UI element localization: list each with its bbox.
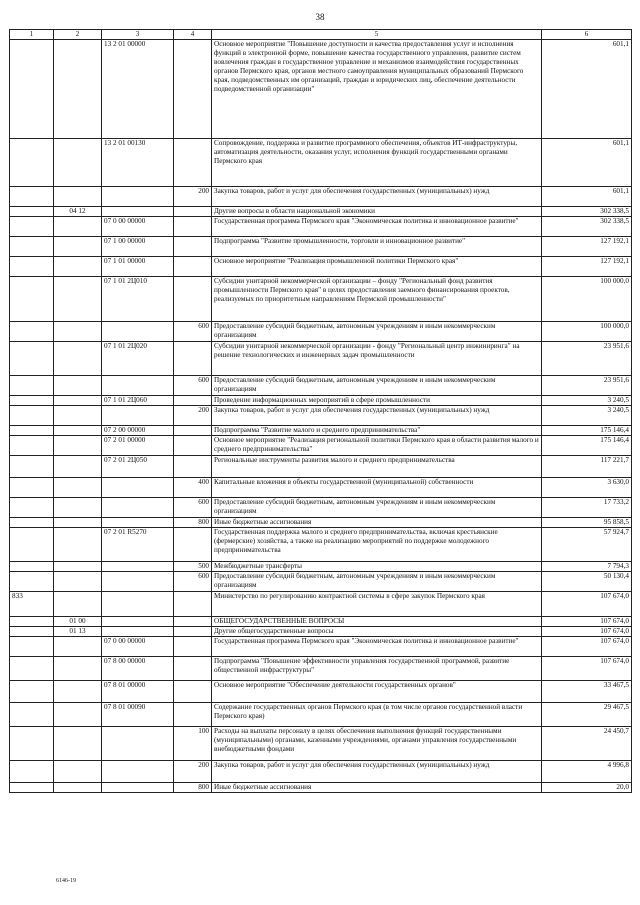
header-col-4: 4 — [174, 30, 212, 40]
description-cell: Содержание государственных органов Пермского края (в том числе органов государственной власти Пермского края) — [212, 702, 542, 726]
header-col-2: 2 — [54, 30, 102, 40]
section-code-cell — [54, 656, 102, 680]
amount-cell: 601,1 — [542, 39, 632, 138]
admin-code-cell — [10, 636, 54, 656]
admin-code-cell — [10, 395, 54, 405]
target-article-cell: 07 2 00 00000 — [102, 425, 174, 435]
target-article-cell: 07 1 01 2Ц010 — [102, 276, 174, 321]
target-article-cell — [102, 626, 174, 636]
target-article-cell: 07 1 01 2Ц020 — [102, 341, 174, 375]
amount-cell: 601,1 — [542, 138, 632, 186]
description-cell: Предоставление субсидий бюджетным, автономным учреждениям и иным некоммерческим организациям — [212, 375, 542, 395]
admin-code-cell — [10, 405, 54, 425]
target-article-cell — [102, 591, 174, 616]
expense-type-cell — [174, 39, 212, 138]
description-cell: Основное мероприятие "Реализация региональной политики Пермского края в области развития малого и среднего предпринимательства" — [212, 435, 542, 455]
table-row — [10, 216, 632, 236]
section-code-cell — [54, 591, 102, 616]
table-row — [10, 517, 632, 527]
amount-cell: 20,0 — [542, 782, 632, 792]
section-code-cell — [54, 256, 102, 276]
table-row — [10, 726, 632, 760]
target-article-cell: 07 2 01 00000 — [102, 435, 174, 455]
section-code-cell — [54, 236, 102, 256]
admin-code-cell — [10, 206, 54, 216]
description-cell: Региональные инструменты развития малого и среднего предпринимательства — [212, 455, 542, 477]
section-code-cell — [54, 186, 102, 206]
expense-type-cell — [174, 206, 212, 216]
table-row — [10, 186, 632, 206]
amount-cell: 3 630,0 — [542, 477, 632, 497]
expense-type-cell: 600 — [174, 571, 212, 591]
table-row — [10, 256, 632, 276]
admin-code-cell — [10, 571, 54, 591]
description-cell: Межбюджетные трансферты — [212, 561, 542, 571]
table-body — [10, 39, 632, 792]
table-row — [10, 375, 632, 395]
expense-type-cell — [174, 341, 212, 375]
section-code-cell — [54, 571, 102, 591]
section-code-cell — [54, 455, 102, 477]
admin-code-cell — [10, 276, 54, 321]
description-cell: Другие общегосударственные вопросы — [212, 626, 542, 636]
table-row — [10, 435, 632, 455]
target-article-cell — [102, 321, 174, 341]
amount-cell: 7 794,3 — [542, 561, 632, 571]
admin-code-cell — [10, 726, 54, 760]
expense-type-cell — [174, 236, 212, 256]
section-code-cell — [54, 680, 102, 702]
expense-type-cell: 600 — [174, 497, 212, 517]
description-cell: Министерство по регулированию контрактной системы в сфере закупок Пермского края — [212, 591, 542, 616]
description-cell: Сопровождение, поддержка и развитие программного обеспечения, объектов ИТ-инфраструктуры, автоматизация деятельности, оказания услуг, исполнения функций государственными органами Пермского края — [212, 138, 542, 186]
admin-code-cell — [10, 497, 54, 517]
header-col-1: 1 — [10, 30, 54, 40]
section-code-cell — [54, 497, 102, 517]
target-article-cell — [102, 375, 174, 395]
table-row — [10, 702, 632, 726]
amount-cell: 100 000,0 — [542, 321, 632, 341]
table-row — [10, 591, 632, 616]
target-article-cell: 07 2 01 2Ц050 — [102, 455, 174, 477]
expense-type-cell: 200 — [174, 405, 212, 425]
table-row — [10, 455, 632, 477]
amount-cell: 100 000,0 — [542, 276, 632, 321]
expense-type-cell — [174, 216, 212, 236]
target-article-cell: 07 8 00 00000 — [102, 656, 174, 680]
target-article-cell — [102, 561, 174, 571]
amount-cell: 24 450,7 — [542, 726, 632, 760]
description-cell: Закупка товаров, работ и услуг для обеспечения государственных (муниципальных) нужд — [212, 186, 542, 206]
admin-code-cell — [10, 256, 54, 276]
table-row — [10, 760, 632, 782]
expense-type-cell — [174, 626, 212, 636]
admin-code-cell — [10, 616, 54, 626]
amount-cell: 23 951,6 — [542, 341, 632, 375]
description-cell: Расходы на выплаты персоналу в целях обеспечения выполнения функций государственными (муниципальными) органами, казенными учреждениями, органами управления государственными внебюджетными фондами — [212, 726, 542, 760]
expense-type-cell — [174, 276, 212, 321]
section-code-cell — [54, 276, 102, 321]
target-article-cell — [102, 186, 174, 206]
admin-code-cell — [10, 527, 54, 561]
table-row — [10, 321, 632, 341]
admin-code-cell — [10, 236, 54, 256]
target-article-cell — [102, 497, 174, 517]
table-row — [10, 276, 632, 321]
admin-code-cell — [10, 375, 54, 395]
page-number: 38 — [315, 12, 325, 22]
amount-cell: 107 674,0 — [542, 636, 632, 656]
description-cell: Субсидии унитарной некоммерческой организации - фонду "Региональный центр инжиниринга" на решение технологических и инженерных задач промышленности — [212, 341, 542, 375]
amount-cell: 127 192,1 — [542, 256, 632, 276]
section-code-cell — [54, 321, 102, 341]
section-code-cell — [54, 517, 102, 527]
table-row — [10, 477, 632, 497]
expense-type-cell — [174, 425, 212, 435]
target-article-cell — [102, 571, 174, 591]
header-row — [10, 30, 632, 40]
admin-code-cell — [10, 138, 54, 186]
target-article-cell — [102, 477, 174, 497]
table-row — [10, 341, 632, 375]
expense-type-cell — [174, 680, 212, 702]
table-row — [10, 405, 632, 425]
header-col-3: 3 — [102, 30, 174, 40]
expense-type-cell: 500 — [174, 561, 212, 571]
amount-cell: 117 221,7 — [542, 455, 632, 477]
description-cell: Подпрограмма "Развитие малого и среднего предпринимательства" — [212, 425, 542, 435]
table-row — [10, 571, 632, 591]
table-row — [10, 206, 632, 216]
expense-type-cell — [174, 138, 212, 186]
expense-type-cell — [174, 527, 212, 561]
description-cell: Проведение информационных мероприятий в сфере промышленности — [212, 395, 542, 405]
target-article-cell — [102, 517, 174, 527]
section-code-cell: 04 12 — [54, 206, 102, 216]
description-cell: Подпрограмма "Развитие промышленности, торговли и инновационное развитие" — [212, 236, 542, 256]
description-cell: Иные бюджетные ассигнования — [212, 517, 542, 527]
budget-table — [9, 29, 632, 793]
section-code-cell — [54, 216, 102, 236]
amount-cell: 302 338,5 — [542, 216, 632, 236]
admin-code-cell — [10, 656, 54, 680]
description-cell: Субсидии унитарной некоммерческой организации – фонду "Региональный фонд развития промышленности Пермского края" в целях предоставления заемного финансирования проектов, реализуемых по приоритетным направлениям Пермской промышленности" — [212, 276, 542, 321]
amount-cell: 17 733,2 — [542, 497, 632, 517]
admin-code-cell — [10, 425, 54, 435]
table-row — [10, 626, 632, 636]
target-article-cell: 07 1 00 00000 — [102, 236, 174, 256]
amount-cell: 107 674,0 — [542, 616, 632, 626]
amount-cell: 107 674,0 — [542, 626, 632, 636]
target-article-cell — [102, 206, 174, 216]
expense-type-cell — [174, 636, 212, 656]
admin-code-cell — [10, 216, 54, 236]
section-code-cell — [54, 395, 102, 405]
admin-code-cell — [10, 455, 54, 477]
section-code-cell: 01 13 — [54, 626, 102, 636]
description-cell: ОБЩЕГОСУДАРСТВЕННЫЕ ВОПРОСЫ — [212, 616, 542, 626]
admin-code-cell — [10, 782, 54, 792]
header-col-6: 6 — [542, 30, 632, 40]
expense-type-cell — [174, 591, 212, 616]
expense-type-cell — [174, 656, 212, 680]
amount-cell: 127 192,1 — [542, 236, 632, 256]
section-code-cell — [54, 477, 102, 497]
target-article-cell: 07 1 01 2Ц060 — [102, 395, 174, 405]
section-code-cell — [54, 405, 102, 425]
admin-code-cell: 833 — [10, 591, 54, 616]
expense-type-cell: 800 — [174, 517, 212, 527]
expense-type-cell: 400 — [174, 477, 212, 497]
expense-type-cell — [174, 702, 212, 726]
section-code-cell — [54, 636, 102, 656]
target-article-cell: 07 0 00 00000 — [102, 216, 174, 236]
section-code-cell — [54, 138, 102, 186]
section-code-cell — [54, 341, 102, 375]
admin-code-cell — [10, 341, 54, 375]
expense-type-cell — [174, 256, 212, 276]
section-code-cell — [54, 425, 102, 435]
amount-cell: 29 467,5 — [542, 702, 632, 726]
expense-type-cell: 800 — [174, 782, 212, 792]
amount-cell: 95 858,5 — [542, 517, 632, 527]
amount-cell: 33 467,5 — [542, 680, 632, 702]
section-code-cell — [54, 561, 102, 571]
table-row — [10, 236, 632, 256]
table-row — [10, 616, 632, 626]
amount-cell: 175 146,4 — [542, 435, 632, 455]
target-article-cell: 07 8 01 00000 — [102, 680, 174, 702]
section-code-cell — [54, 760, 102, 782]
target-article-cell — [102, 616, 174, 626]
target-article-cell: 07 2 01 R5270 — [102, 527, 174, 561]
target-article-cell: 07 0 00 00000 — [102, 636, 174, 656]
description-cell: Основное мероприятие "Повышение доступности и качества предоставления услуг и исполнения функций в электронной форме, повышение качества государственного управления, развитие систем вовлечения граждан в государственное управление и механизмов взаимодействия государственных органов Пермского края, органов местного самоуправления муниципальных образований Пермского края, подведомственных им организаций, граждан и юридических лиц, обеспечение деятельности подведомственной организации" — [212, 39, 542, 138]
expense-type-cell: 200 — [174, 760, 212, 782]
table-row — [10, 636, 632, 656]
admin-code-cell — [10, 435, 54, 455]
amount-cell: 4 996,8 — [542, 760, 632, 782]
description-cell: Предоставление субсидий бюджетным, автономным учреждениям и иным некоммерческим организациям — [212, 321, 542, 341]
section-code-cell — [54, 39, 102, 138]
amount-cell: 3 240,5 — [542, 395, 632, 405]
amount-cell: 3 240,5 — [542, 405, 632, 425]
description-cell: Государственная программа Пермского края "Экономическая политика и инновационное развитие" — [212, 636, 542, 656]
table-row — [10, 527, 632, 561]
table-row — [10, 39, 632, 138]
description-cell: Другие вопросы в области национальной экономики — [212, 206, 542, 216]
description-cell: Основное мероприятие "Обеспечение деятельности государственных органов" — [212, 680, 542, 702]
target-article-cell: 07 1 01 00000 — [102, 256, 174, 276]
target-article-cell: 07 8 01 00090 — [102, 702, 174, 726]
table-row — [10, 561, 632, 571]
description-cell: Государственная поддержка малого и среднего предпринимательства, включая крестьянские (фермерские) хозяйства, а также на реализацию мероприятий по поддержке молодежного предпринимательства — [212, 527, 542, 561]
expense-type-cell — [174, 395, 212, 405]
admin-code-cell — [10, 561, 54, 571]
target-article-cell — [102, 782, 174, 792]
amount-cell: 23 951,6 — [542, 375, 632, 395]
table-row — [10, 425, 632, 435]
amount-cell: 302 338,5 — [542, 206, 632, 216]
section-code-cell — [54, 527, 102, 561]
description-cell: Закупка товаров, работ и услуг для обеспечения государственных (муниципальных) нужд — [212, 405, 542, 425]
admin-code-cell — [10, 760, 54, 782]
description-cell: Основное мероприятие "Реализация промышленной политики Пермского края" — [212, 256, 542, 276]
admin-code-cell — [10, 39, 54, 138]
admin-code-cell — [10, 680, 54, 702]
target-article-cell: 13 2 01 00130 — [102, 138, 174, 186]
section-code-cell — [54, 435, 102, 455]
table-row — [10, 680, 632, 702]
footer-code: 6146-19 — [56, 878, 76, 884]
table-row — [10, 395, 632, 405]
description-cell: Закупка товаров, работ и услуг для обеспечения государственных (муниципальных) нужд — [212, 760, 542, 782]
header-col-5: 5 — [212, 30, 542, 40]
expense-type-cell: 600 — [174, 375, 212, 395]
amount-cell: 601,1 — [542, 186, 632, 206]
section-code-cell — [54, 782, 102, 792]
amount-cell: 175 146,4 — [542, 425, 632, 435]
expense-type-cell — [174, 616, 212, 626]
section-code-cell — [54, 375, 102, 395]
admin-code-cell — [10, 626, 54, 636]
admin-code-cell — [10, 702, 54, 726]
target-article-cell — [102, 760, 174, 782]
expense-type-cell: 100 — [174, 726, 212, 760]
description-cell: Подпрограмма "Повышение эффективности управления государственной программой, развитие общественной инфраструктуры" — [212, 656, 542, 680]
admin-code-cell — [10, 517, 54, 527]
amount-cell: 107 674,0 — [542, 591, 632, 616]
section-code-cell — [54, 726, 102, 760]
table-row — [10, 138, 632, 186]
amount-cell: 50 130,4 — [542, 571, 632, 591]
description-cell: Предоставление субсидий бюджетным, автономным учреждениям и иным некоммерческим организациям — [212, 497, 542, 517]
amount-cell: 107 674,0 — [542, 656, 632, 680]
description-cell: Предоставление субсидий бюджетным, автономным учреждениям и иным некоммерческим организациям — [212, 571, 542, 591]
expense-type-cell: 200 — [174, 186, 212, 206]
target-article-cell: 13 2 01 00000 — [102, 39, 174, 138]
section-code-cell: 01 00 — [54, 616, 102, 626]
section-code-cell — [54, 702, 102, 726]
admin-code-cell — [10, 477, 54, 497]
admin-code-cell — [10, 321, 54, 341]
description-cell: Иные бюджетные ассигнования — [212, 782, 542, 792]
table-row — [10, 656, 632, 680]
target-article-cell — [102, 726, 174, 760]
expense-type-cell — [174, 435, 212, 455]
description-cell: Государственная программа Пермского края "Экономическая политика и инновационное развитие" — [212, 216, 542, 236]
amount-cell: 57 924,7 — [542, 527, 632, 561]
description-cell: Капитальные вложения в объекты государственной (муниципальной) собственности — [212, 477, 542, 497]
expense-type-cell: 600 — [174, 321, 212, 341]
admin-code-cell — [10, 186, 54, 206]
expense-type-cell — [174, 455, 212, 477]
table-row — [10, 782, 632, 792]
table-row — [10, 497, 632, 517]
target-article-cell — [102, 405, 174, 425]
